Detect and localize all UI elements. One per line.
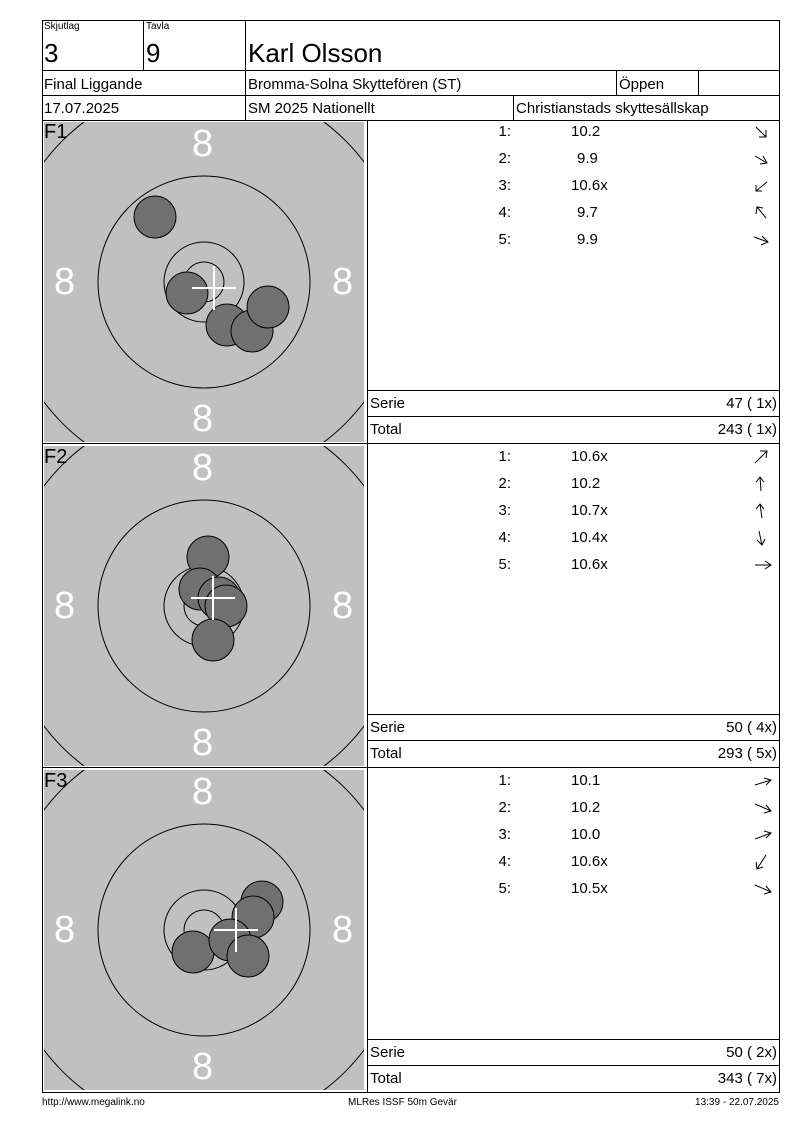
total-score: 243 ( 1x) <box>717 421 777 438</box>
shot-number: 2: <box>498 150 511 167</box>
footer-system: MLRes ISSF 50m Gevär <box>348 1097 457 1108</box>
skjutlag-value: 3 <box>44 38 59 68</box>
arrow-down-left-icon <box>753 178 769 194</box>
shot-number: 2: <box>498 799 511 816</box>
shot-number: 1: <box>498 448 511 465</box>
arrow-right-up-icon <box>753 827 773 843</box>
class-name: Final Liggande <box>44 76 143 93</box>
shot-hole <box>227 935 269 977</box>
shot-row <box>495 851 775 873</box>
total-label: Total <box>370 1070 402 1087</box>
serie-score: 50 ( 4x) <box>726 719 777 736</box>
shot-row <box>495 878 775 900</box>
target-f3 <box>44 770 364 1090</box>
shot-row <box>495 229 775 251</box>
total-label: Total <box>370 745 402 762</box>
shot-hole <box>166 272 208 314</box>
shot-number: 1: <box>498 123 511 140</box>
shot-hole <box>247 286 289 328</box>
shot-row <box>495 797 775 819</box>
shot-score: 9.7 <box>577 204 598 221</box>
shot-list-f2 <box>495 446 775 581</box>
shot-score: 10.6x <box>571 448 608 465</box>
ring-label-left: 8 <box>54 261 76 303</box>
ring-label-bottom: 8 <box>192 722 214 764</box>
arrow-up-left-icon <box>753 205 769 221</box>
shot-number: 4: <box>498 529 511 546</box>
total-row-f2 <box>368 740 780 767</box>
arrow-right-down-icon <box>753 800 773 816</box>
shot-score: 10.0 <box>571 826 601 843</box>
shot-score: 10.2 <box>571 475 601 492</box>
tavla-label: Tavla <box>146 21 170 32</box>
total-score: 293 ( 5x) <box>717 745 777 762</box>
series-label-f1: F1 <box>44 121 68 143</box>
header-divider <box>42 70 780 71</box>
shot-hole <box>172 931 214 973</box>
series-label-f3: F3 <box>44 770 68 792</box>
shot-row <box>495 148 775 170</box>
shot-number: 4: <box>498 204 511 221</box>
ring-label-right: 8 <box>332 261 354 303</box>
shot-number: 3: <box>498 177 511 194</box>
arrow-right-down-icon <box>753 232 769 248</box>
shot-score: 10.7x <box>571 502 608 519</box>
shot-number: 4: <box>498 853 511 870</box>
shot-row <box>495 446 775 468</box>
series-divider <box>42 767 780 768</box>
shot-row <box>495 500 775 522</box>
footer-timestamp: 13:39 - 22.07.2025 <box>695 1097 779 1108</box>
serie-score: 50 ( 2x) <box>726 1044 777 1061</box>
ring-label-bottom: 8 <box>192 1046 214 1088</box>
shot-holes <box>134 196 289 352</box>
header-divider <box>616 70 617 95</box>
total-row-f1 <box>368 416 780 443</box>
shot-hole <box>192 619 234 661</box>
shooter-name: Karl Olsson <box>248 38 383 68</box>
arrow-right-icon <box>753 557 773 573</box>
shot-number: 3: <box>498 502 511 519</box>
ring-label-bottom: 8 <box>192 398 214 440</box>
serie-label: Serie <box>370 719 406 736</box>
serie-score: 47 ( 1x) <box>726 395 777 412</box>
arrow-down-right-icon <box>753 124 769 140</box>
serie-row-f2 <box>368 714 780 740</box>
ring-label-right: 8 <box>332 909 354 951</box>
category: Öppen <box>619 76 665 93</box>
shot-row <box>495 473 775 495</box>
shot-score: 10.5x <box>571 880 608 897</box>
shot-score: 9.9 <box>577 150 598 167</box>
arrow-up-icon <box>753 503 769 519</box>
skjutlag-label: Skjutlag <box>44 21 80 32</box>
competition-name: SM 2025 Nationellt <box>248 100 375 117</box>
ring-label-right: 8 <box>332 585 354 627</box>
shot-row <box>495 202 775 224</box>
serie-row-f3 <box>368 1039 780 1065</box>
target-f1 <box>44 122 364 442</box>
arrow-down-left-icon <box>753 854 769 870</box>
total-label: Total <box>370 421 402 438</box>
shot-hole <box>134 196 176 238</box>
shot-number: 5: <box>498 231 511 248</box>
shot-row <box>495 770 775 792</box>
header-divider <box>513 95 514 121</box>
date: 17.07.2025 <box>44 100 120 117</box>
shot-score: 9.9 <box>577 231 598 248</box>
arrow-right-up-icon <box>753 773 773 789</box>
shot-number: 2: <box>498 475 511 492</box>
header-divider <box>245 20 246 121</box>
serie-label: Serie <box>370 395 406 412</box>
shot-score: 10.1 <box>571 772 601 789</box>
shot-number: 1: <box>498 772 511 789</box>
shot-row <box>495 527 775 549</box>
shot-score: 10.6x <box>571 853 608 870</box>
ring-label-left: 8 <box>54 585 76 627</box>
tavla-value: 9 <box>146 38 161 68</box>
shot-score: 10.4x <box>571 529 608 546</box>
series-divider <box>42 443 780 444</box>
shot-list-f3 <box>495 770 775 905</box>
shot-number: 5: <box>498 556 511 573</box>
shot-score: 10.2 <box>571 123 601 140</box>
shot-number: 5: <box>498 880 511 897</box>
organizer: Christianstads skyttesällskap <box>516 100 709 117</box>
ring-label-top: 8 <box>192 447 214 489</box>
club-name: Bromma-Solna Skyttefören (ST) <box>248 76 462 93</box>
serie-row-f1 <box>368 390 780 416</box>
shot-row <box>495 175 775 197</box>
total-row-f3 <box>368 1065 780 1093</box>
header-divider <box>698 70 699 95</box>
ring-label-top: 8 <box>192 771 214 813</box>
ring-label-top: 8 <box>192 123 214 165</box>
series-column-divider <box>367 121 368 1093</box>
footer-url[interactable]: http://www.megalink.no <box>42 1097 145 1108</box>
shot-score: 10.6x <box>571 177 608 194</box>
header-divider <box>143 20 144 70</box>
shot-row <box>495 824 775 846</box>
arrow-up-icon <box>753 476 769 492</box>
arrow-down-right-icon <box>753 151 769 167</box>
shot-number: 3: <box>498 826 511 843</box>
arrow-right-down-icon <box>753 881 773 897</box>
arrow-down-icon <box>753 530 769 546</box>
shot-list-f1 <box>495 121 775 256</box>
serie-label: Serie <box>370 1044 406 1061</box>
ring-label-left: 8 <box>54 909 76 951</box>
header-divider <box>42 95 780 96</box>
shot-score: 10.6x <box>571 556 608 573</box>
total-score: 343 ( 7x) <box>717 1070 777 1087</box>
series-label-f2: F2 <box>44 446 68 468</box>
target-f2 <box>44 446 364 766</box>
arrow-up-right-icon <box>753 449 769 465</box>
shot-row <box>495 121 775 143</box>
shot-score: 10.2 <box>571 799 601 816</box>
shot-row <box>495 554 775 576</box>
